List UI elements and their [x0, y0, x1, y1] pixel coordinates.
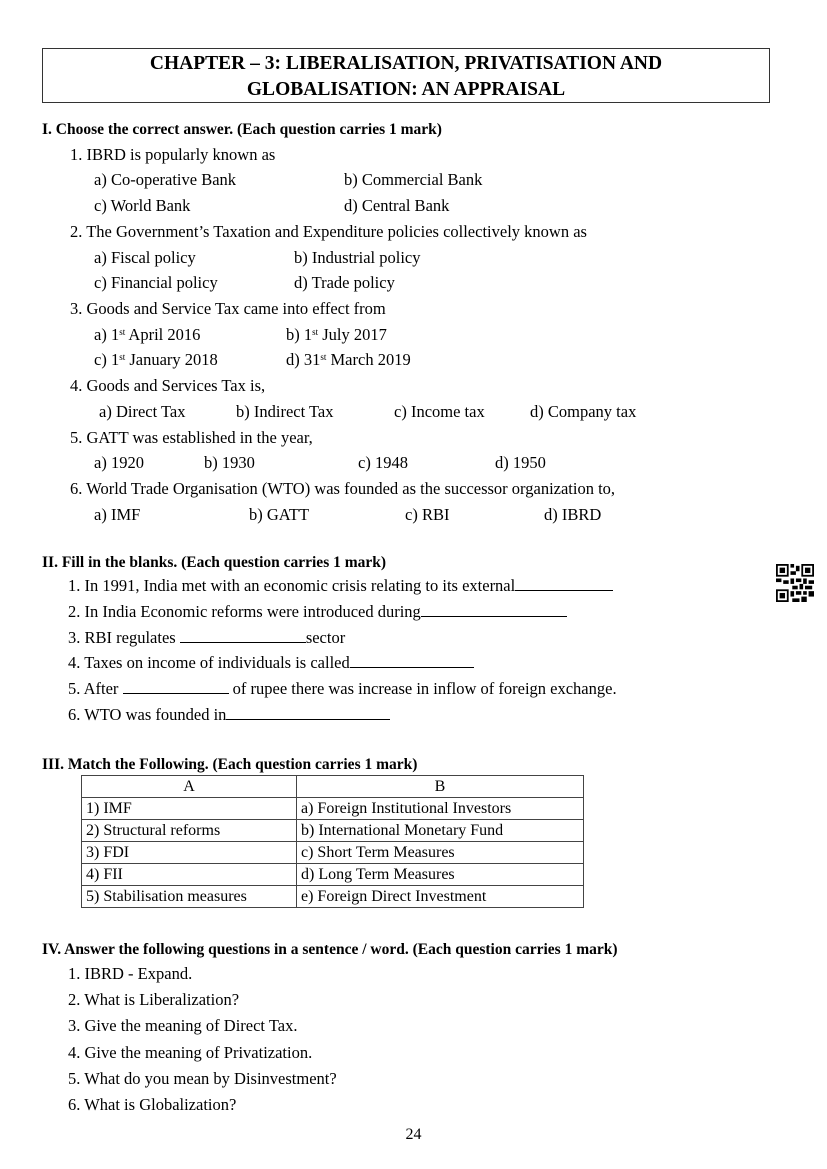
page-number: 24 — [405, 1126, 422, 1143]
answer-blank[interactable] — [421, 602, 567, 617]
s1-q4: 4. Goods and Services Tax is, — [70, 376, 266, 395]
answer-blank[interactable] — [515, 576, 613, 591]
match-col-a-header: A — [82, 776, 297, 798]
s1-q2: 2. The Government’s Taxation and Expenditure policies collectively known as — [70, 222, 587, 241]
s1-q6-opt-c: c) RBI — [405, 505, 450, 524]
match-cell-b: d) Long Term Measures — [297, 864, 584, 886]
s2-q6: 6. WTO was founded in — [68, 705, 390, 725]
match-col-b-header: B — [297, 776, 584, 798]
s2-q1: 1. In 1991, India met with an economic crisis relating to its external — [68, 576, 613, 596]
s1-q2-opt-a: a) Fiscal policy — [94, 248, 196, 267]
table-row — [82, 820, 584, 842]
s1-q6-opt-d: d) IBRD — [544, 505, 602, 524]
s1-q1: 1. IBRD is popularly known as — [70, 145, 276, 164]
s4-q1: 1. IBRD - Expand. — [68, 964, 193, 983]
s1-q3-opt-b: b) 1st July 2017 — [286, 325, 387, 344]
match-cell-b: a) Foreign Institutional Investors — [297, 798, 584, 820]
table-row — [82, 864, 584, 886]
s1-q1-opt-a: a) Co-operative Bank — [94, 170, 237, 189]
s1-q4-opt-b: b) Indirect Tax — [236, 402, 334, 421]
s2-q2: 2. In India Economic reforms were introduced during — [68, 602, 567, 622]
answer-blank[interactable] — [123, 679, 229, 694]
section1-heading: I. Choose the correct answer. (Each question carries 1 mark) — [42, 121, 442, 138]
s1-q2-opt-d: d) Trade policy — [294, 273, 395, 292]
answer-blank[interactable] — [350, 653, 474, 668]
s1-q4-opt-d: d) Company tax — [530, 402, 637, 421]
s1-q5-opt-c: c) 1948 — [358, 453, 408, 472]
s4-q2: 2. What is Liberalization? — [68, 990, 240, 1009]
match-cell-a: 4) FII — [82, 864, 297, 886]
s1-q4-opt-c: c) Income tax — [394, 402, 485, 421]
s1-q4-opt-a: a) Direct Tax — [99, 402, 186, 421]
table-row — [82, 886, 584, 908]
match-cell-b: c) Short Term Measures — [297, 842, 584, 864]
s1-q1-opt-d: d) Central Bank — [344, 196, 450, 215]
chapter-title-box — [42, 48, 770, 103]
s1-q6: 6. World Trade Organisation (WTO) was founded as the successor organization to, — [70, 479, 616, 498]
s2-q3: 3. RBI regulates sector — [68, 628, 346, 647]
match-table — [81, 775, 584, 908]
s1-q3-opt-d: d) 31st March 2019 — [286, 350, 411, 369]
table-row — [82, 798, 584, 820]
chapter-title-line2: GLOBALISATION: AN APPRAISAL — [246, 79, 566, 100]
qr-code-icon[interactable] — [776, 564, 814, 602]
s1-q5-opt-d: d) 1950 — [495, 453, 546, 472]
s1-q2-opt-c: c) Financial policy — [94, 273, 218, 292]
match-cell-b: e) Foreign Direct Investment — [297, 886, 584, 908]
s1-q3: 3. Goods and Service Tax came into effect from — [70, 299, 386, 318]
s4-q4: 4. Give the meaning of Privatization. — [68, 1043, 313, 1062]
section2-heading: II. Fill in the blanks. (Each question carries 1 mark) — [42, 554, 387, 571]
match-cell-a: 5) Stabilisation measures — [82, 886, 297, 908]
s4-q6: 6. What is Globalization? — [68, 1095, 237, 1114]
chapter-title-line1: CHAPTER – 3: LIBERALISATION, PRIVATISATION AND — [149, 53, 663, 74]
s2-q4: 4. Taxes on income of individuals is called — [68, 653, 474, 673]
match-table-header — [82, 776, 584, 798]
s1-q2-opt-b: b) Industrial policy — [294, 248, 421, 267]
s1-q3-opt-a: a) 1st April 2016 — [94, 325, 201, 344]
s1-q1-opt-c: c) World Bank — [94, 196, 191, 215]
answer-blank[interactable] — [226, 705, 390, 720]
table-row — [82, 842, 584, 864]
s1-q5: 5. GATT was established in the year, — [70, 428, 313, 447]
match-cell-a: 1) IMF — [82, 798, 297, 820]
match-cell-a: 2) Structural reforms — [82, 820, 297, 842]
s4-q3: 3. Give the meaning of Direct Tax. — [68, 1016, 298, 1035]
s1-q5-opt-b: b) 1930 — [204, 453, 255, 472]
s4-q5: 5. What do you mean by Disinvestment? — [68, 1069, 337, 1088]
match-cell-a: 3) FDI — [82, 842, 297, 864]
section4-heading: IV. Answer the following questions in a sentence / word. (Each question carries 1 mark) — [42, 941, 618, 958]
match-cell-b: b) International Monetary Fund — [297, 820, 584, 842]
s1-q1-opt-b: b) Commercial Bank — [344, 170, 483, 189]
s1-q6-opt-b: b) GATT — [249, 505, 310, 524]
section3-heading: III. Match the Following. (Each question carries 1 mark) — [42, 756, 418, 773]
s1-q5-opt-a: a) 1920 — [94, 453, 144, 472]
s2-q5: 5. After of rupee there was increase in inflow of foreign exchange. — [68, 679, 617, 698]
answer-blank[interactable] — [180, 628, 306, 643]
s1-q6-opt-a: a) IMF — [94, 505, 141, 524]
s1-q3-opt-c: c) 1st January 2018 — [94, 350, 218, 369]
